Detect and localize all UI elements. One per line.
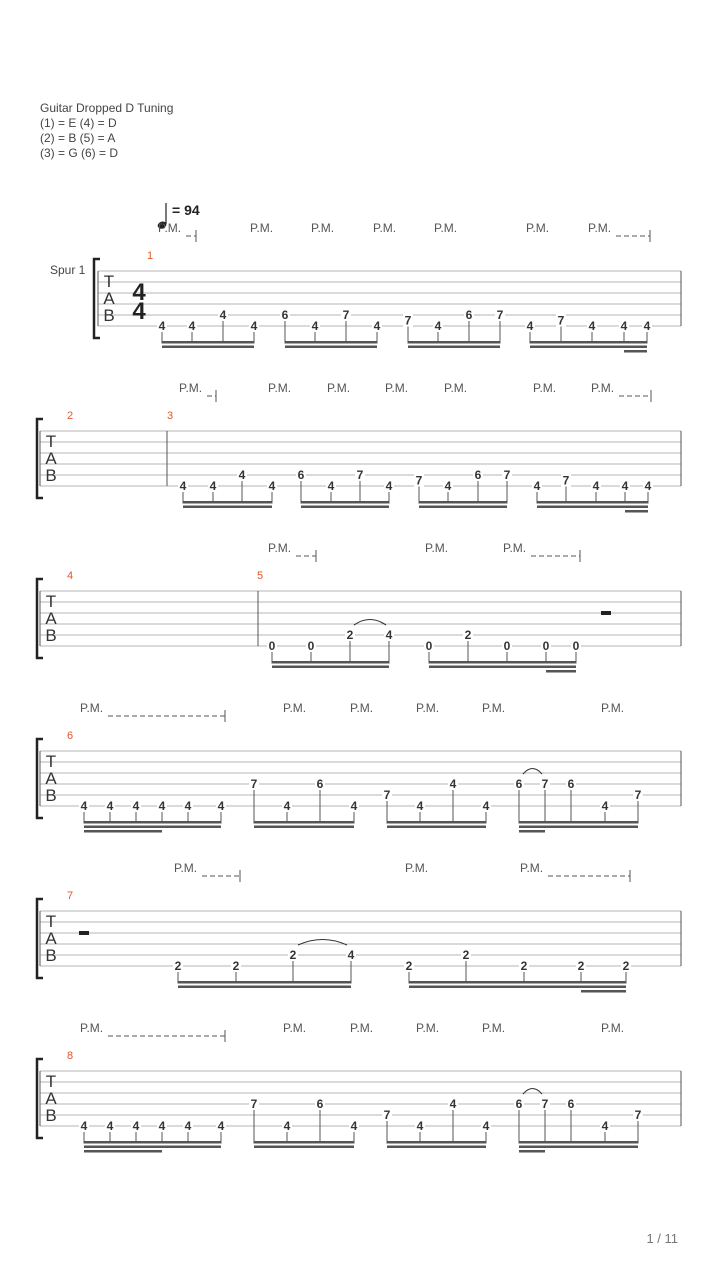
- tab-clef-letter: B: [45, 786, 57, 805]
- fret-number: 4: [158, 319, 166, 333]
- fret-number: 4: [482, 1119, 490, 1133]
- fret-number: 2: [405, 959, 413, 973]
- tab-clef-letter: T: [103, 272, 115, 291]
- palm-mute-label: P.M.: [416, 1021, 440, 1035]
- palm-mute-label: P.M.: [482, 701, 506, 715]
- fret-number: 4: [80, 799, 88, 813]
- tab-clef-letter: A: [45, 929, 57, 948]
- tab-clef-letter: B: [45, 1106, 57, 1125]
- fret-number: 2: [462, 948, 470, 962]
- palm-mute-label: P.M.: [405, 861, 429, 875]
- palm-mute-label: P.M.: [80, 1021, 104, 1035]
- fret-number: 4: [217, 799, 225, 813]
- time-signature-top: 4: [132, 279, 146, 306]
- tab-clef-letter: B: [45, 626, 57, 645]
- palm-mute-label: P.M.: [179, 381, 203, 395]
- fret-number: 4: [643, 319, 651, 333]
- fret-number: 2: [174, 959, 182, 973]
- tab-system: [37, 1021, 681, 1153]
- fret-number: 4: [434, 319, 442, 333]
- palm-mute-label: P.M.: [444, 381, 468, 395]
- palm-mute-label: P.M.: [588, 221, 612, 235]
- fret-number: 7: [541, 777, 549, 791]
- beam: [624, 350, 647, 353]
- palm-mute-label: P.M.: [601, 1021, 625, 1035]
- fret-number: 4: [209, 479, 217, 493]
- fret-number: 0: [307, 639, 315, 653]
- beam: [84, 830, 162, 833]
- fret-number: 4: [350, 799, 358, 813]
- beam: [537, 506, 648, 509]
- fret-number: 4: [219, 308, 227, 322]
- measure-number: 2: [66, 410, 74, 422]
- beam: [162, 346, 254, 349]
- fret-number: 4: [283, 1119, 291, 1133]
- palm-mute-label: P.M.: [526, 221, 550, 235]
- fret-number: 4: [158, 1119, 166, 1133]
- beam: [301, 506, 389, 509]
- palm-mute-label: P.M.: [416, 701, 440, 715]
- beam: [84, 1146, 221, 1149]
- palm-mute-label: P.M.: [373, 221, 397, 235]
- beam: [272, 661, 389, 664]
- tab-clef-letter: T: [45, 752, 57, 771]
- fret-number: 4: [311, 319, 319, 333]
- fret-number: 4: [601, 799, 609, 813]
- tuning-line-1: (1) = E (4) = D: [40, 116, 117, 130]
- beam: [84, 826, 221, 829]
- fret-number: 4: [184, 1119, 192, 1133]
- beam: [519, 1141, 638, 1144]
- palm-mute-label: P.M.: [174, 861, 198, 875]
- fret-number: 4: [283, 799, 291, 813]
- beam: [285, 341, 377, 344]
- fret-number: 7: [541, 1097, 549, 1111]
- palm-mute-label: P.M.: [350, 1021, 374, 1035]
- fret-number: 6: [316, 777, 324, 791]
- fret-number: 4: [601, 1119, 609, 1133]
- palm-mute-label: P.M.: [268, 541, 292, 555]
- measure-number: 6: [66, 730, 74, 742]
- beam: [178, 981, 351, 984]
- beam: [537, 501, 648, 504]
- fret-number: 4: [238, 468, 246, 482]
- tab-system: [37, 541, 681, 673]
- fret-number: 7: [496, 308, 504, 322]
- beam: [419, 501, 507, 504]
- palm-mute-label: P.M.: [591, 381, 615, 395]
- fret-number: 0: [542, 639, 550, 653]
- fret-number: 6: [465, 308, 473, 322]
- tab-clef-letter: A: [45, 1089, 57, 1108]
- fret-number: 7: [634, 1108, 642, 1122]
- beam: [429, 666, 576, 669]
- fret-number: 7: [356, 468, 364, 482]
- fret-number: 6: [567, 777, 575, 791]
- beam: [301, 501, 389, 504]
- fret-number: 2: [232, 959, 240, 973]
- beam: [429, 661, 576, 664]
- measure-number: 1: [146, 250, 154, 262]
- fret-number: 7: [342, 308, 350, 322]
- measure-number: 8: [66, 1050, 74, 1062]
- tab-system: [37, 381, 681, 513]
- fret-number: 4: [132, 799, 140, 813]
- beam: [84, 1150, 162, 1153]
- fret-number: 4: [385, 628, 393, 642]
- fret-number: 2: [464, 628, 472, 642]
- beam: [387, 1141, 486, 1144]
- measure-number: 5: [256, 570, 264, 582]
- beam: [519, 826, 638, 829]
- palm-mute-label: P.M.: [283, 1021, 307, 1035]
- fret-number: 4: [188, 319, 196, 333]
- beam: [285, 346, 377, 349]
- fret-number: 4: [106, 799, 114, 813]
- fret-number: 0: [572, 639, 580, 653]
- fret-number: 4: [158, 799, 166, 813]
- palm-mute-label: P.M.: [482, 1021, 506, 1035]
- fret-number: 4: [250, 319, 258, 333]
- tab-clef-letter: A: [103, 289, 115, 308]
- fret-number: 4: [449, 1097, 457, 1111]
- beam: [625, 510, 648, 513]
- beam: [387, 826, 486, 829]
- tab-clef-letter: T: [45, 1072, 57, 1091]
- fret-number: 4: [644, 479, 652, 493]
- fret-number: 0: [425, 639, 433, 653]
- fret-number: 4: [327, 479, 335, 493]
- fret-number: 4: [416, 799, 424, 813]
- beam: [254, 1141, 354, 1144]
- fret-number: 6: [316, 1097, 324, 1111]
- beam: [387, 1146, 486, 1149]
- fret-number: 4: [526, 319, 534, 333]
- beam: [530, 341, 647, 344]
- beam: [254, 826, 354, 829]
- beam: [84, 1141, 221, 1144]
- fret-number: 4: [106, 1119, 114, 1133]
- beam: [162, 341, 254, 344]
- fret-number: 4: [533, 479, 541, 493]
- fret-number: 7: [404, 313, 412, 328]
- palm-mute-label: P.M.: [434, 221, 458, 235]
- tab-clef-letter: A: [45, 609, 57, 628]
- tab-systems: [37, 221, 681, 1153]
- fret-number: 4: [184, 799, 192, 813]
- tuning-line-3: (3) = G (6) = D: [40, 146, 119, 160]
- tab-clef-letter: T: [45, 592, 57, 611]
- fret-number: 6: [515, 777, 523, 791]
- tab-clef-letter: B: [103, 306, 115, 325]
- beam: [519, 1146, 638, 1149]
- fret-number: 7: [557, 313, 565, 328]
- fret-number: 4: [482, 799, 490, 813]
- palm-mute-label: P.M.: [268, 381, 292, 395]
- fret-number: 7: [503, 468, 511, 482]
- palm-mute-label: P.M.: [283, 701, 307, 715]
- fret-number: 4: [449, 777, 457, 791]
- beam: [272, 666, 389, 669]
- palm-mute-label: P.M.: [503, 541, 527, 555]
- fret-number: 4: [132, 1119, 140, 1133]
- fret-number: 4: [444, 479, 452, 493]
- beam: [581, 990, 626, 993]
- beam: [519, 821, 638, 824]
- measure-number: 4: [66, 570, 74, 582]
- tab-clef-letter: T: [45, 432, 57, 451]
- fret-number: 6: [567, 1097, 575, 1111]
- fret-number: 4: [592, 479, 600, 493]
- fret-number: 0: [268, 639, 276, 653]
- beam: [546, 670, 576, 673]
- beam: [519, 1150, 545, 1153]
- fret-number: 4: [347, 948, 355, 962]
- fret-number: 4: [416, 1119, 424, 1133]
- tab-clef-letter: A: [45, 769, 57, 788]
- fret-number: 2: [346, 628, 354, 642]
- beam: [530, 346, 647, 349]
- palm-mute-label: P.M.: [250, 221, 274, 235]
- palm-mute-label: P.M.: [533, 381, 557, 395]
- fret-number: 7: [562, 473, 570, 488]
- beam: [409, 986, 626, 989]
- fret-number: 7: [250, 1097, 258, 1111]
- fret-number: 6: [281, 308, 289, 322]
- palm-mute-label: P.M.: [80, 701, 104, 715]
- fret-number: 4: [217, 1119, 225, 1133]
- fret-number: 4: [385, 479, 393, 493]
- beam: [408, 341, 500, 344]
- fret-number: 2: [622, 959, 630, 973]
- beam: [409, 981, 626, 984]
- beam: [419, 506, 507, 509]
- fret-number: 4: [80, 1119, 88, 1133]
- fret-number: 7: [383, 1108, 391, 1122]
- fret-number: 6: [474, 468, 482, 482]
- page-number: 1 / 11: [646, 1231, 678, 1246]
- beam: [183, 501, 272, 504]
- fret-number: 7: [415, 473, 423, 488]
- fret-number: 4: [350, 1119, 358, 1133]
- beam: [387, 821, 486, 824]
- beam: [178, 986, 351, 989]
- fret-number: 4: [588, 319, 596, 333]
- tab-clef-letter: B: [45, 466, 57, 485]
- fret-number: 2: [577, 959, 585, 973]
- palm-mute-label: P.M.: [158, 221, 182, 235]
- half-rest: [601, 611, 611, 615]
- track-label: Spur 1: [50, 263, 86, 277]
- beam: [519, 830, 545, 833]
- beam: [183, 506, 272, 509]
- fret-number: 4: [621, 479, 629, 493]
- palm-mute-label: P.M.: [311, 221, 335, 235]
- palm-mute-label: P.M.: [601, 701, 625, 715]
- fret-number: 7: [383, 788, 391, 802]
- tuning-title: Guitar Dropped D Tuning: [40, 101, 174, 115]
- fret-number: 2: [289, 948, 297, 962]
- palm-mute-label: P.M.: [385, 381, 409, 395]
- time-signature-bottom: 4: [132, 298, 146, 325]
- fret-number: 6: [515, 1097, 523, 1111]
- fret-number: 4: [268, 479, 276, 493]
- palm-mute-label: P.M.: [350, 701, 374, 715]
- fret-number: 2: [520, 959, 528, 973]
- beam: [408, 346, 500, 349]
- tab-clef-letter: T: [45, 912, 57, 931]
- tab-clef-letter: B: [45, 946, 57, 965]
- tab-system: [94, 221, 681, 353]
- measure-number: 3: [166, 410, 174, 422]
- fret-number: 4: [179, 479, 187, 493]
- beam: [84, 821, 221, 824]
- tab-clef-letter: A: [45, 449, 57, 468]
- tempo-text: = 94: [172, 202, 200, 218]
- beam: [254, 1146, 354, 1149]
- half-rest: [79, 931, 89, 935]
- tab-system: [37, 701, 681, 833]
- fret-number: 7: [634, 788, 642, 802]
- palm-mute-label: P.M.: [327, 381, 351, 395]
- fret-number: 6: [297, 468, 305, 482]
- fret-number: 0: [503, 639, 511, 653]
- tab-system: [37, 861, 681, 993]
- palm-mute-label: P.M.: [425, 541, 449, 555]
- fret-number: 7: [250, 777, 258, 791]
- measure-number: 7: [66, 890, 74, 902]
- fret-number: 4: [373, 319, 381, 333]
- beam: [254, 821, 354, 824]
- fret-number: 4: [620, 319, 628, 333]
- palm-mute-label: P.M.: [520, 861, 544, 875]
- tuning-line-2: (2) = B (5) = A: [40, 131, 116, 145]
